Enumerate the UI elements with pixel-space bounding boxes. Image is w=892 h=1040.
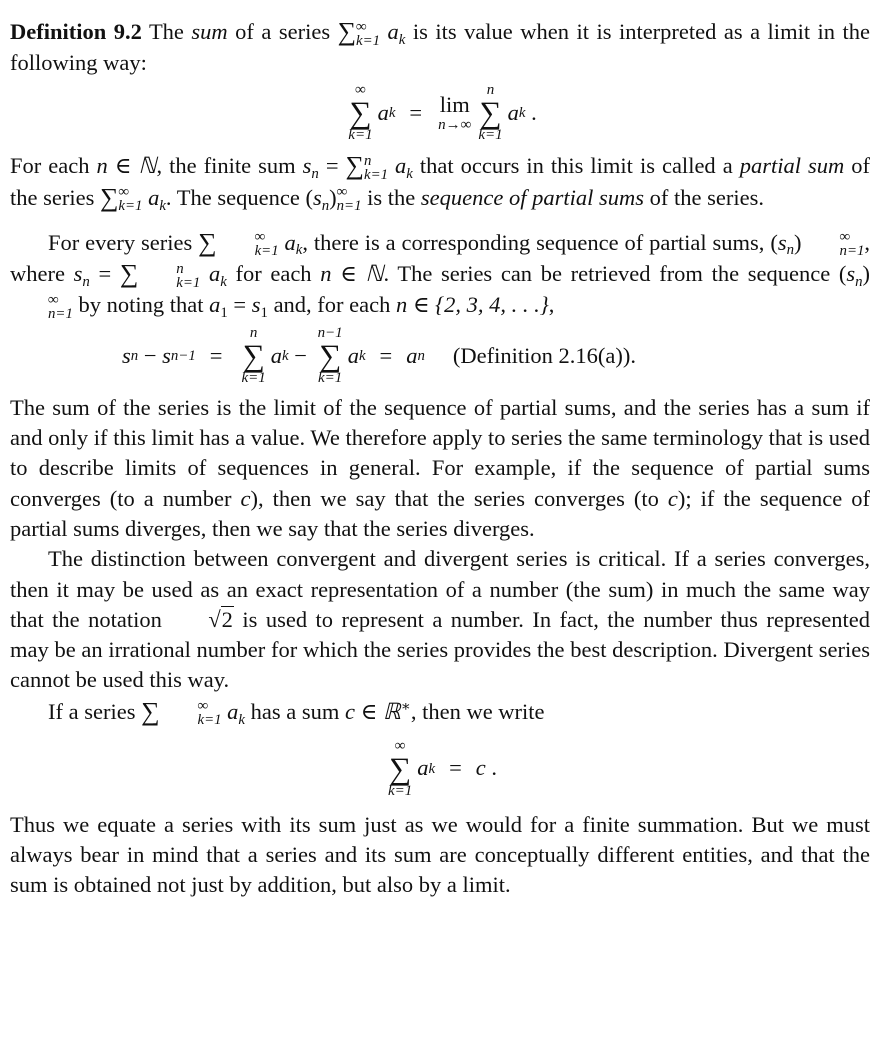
text: of a series	[235, 19, 331, 44]
term-sum: sum	[191, 19, 228, 44]
term-partial-sum: partial sum	[739, 153, 845, 179]
notation-paragraph: If a series ∑ ∞ k=1 $a_k$ has a sum c ∈ ℝ∗, then we write	[48, 696, 545, 729]
definition-paragraph	[10, 16, 870, 78]
text: is its value when it is interpreted as a limit in the following way:	[10, 19, 871, 75]
document-page	[10, 16, 870, 900]
distinction-paragraph: The distinction between convergent and divergent series is critical. If a series converges, then it may be used as an exact representation of a number (the sum) in much the same way that the notation √2 is used to represent a number. In fact, the number thus represented may be an irrational number for which the series provides the best description. Divergent series cannot be used this way.	[10, 546, 871, 693]
terminology-paragraph: The sum of the series is the limit of the sequence of partial sums, and the series has a sum if and only if this limit has a value. We therefore apply to series the same terminology that is used to describe limits of sequences in general. For example, if the sequence of partial sums converges (to a number c), then we say that the series converges (to c); if the sequence of partial sums diverges, then we say that the series diverges.	[10, 394, 871, 541]
partial-sum-paragraph: For each n ∈ ℕ, the finite sum $s_n$ = ∑ n k=1 $a_k$ that occurs in this limit is called a partial sum of the series ∑ ∞ k=1 $a_k$. The sequence $(s_n)$ ∞ n=1 is the sequence of partial sums of the series.	[10, 151, 870, 215]
definition-reference: (Definition 2.16(a)).	[452, 342, 636, 368]
conclusion-paragraph: Thus we equate a series with its sum just as we would for a finite summation. But we must always bear in mind that a series and its sum are conceptually different entities, and that the sum is obtained not just by addition, but also by a limit.	[10, 811, 870, 898]
equation-difference: s n − s n−1 = n ∑ k=1 a k − n−1 ∑ k=1 a k = a n (Definition 2.16(a)).	[122, 324, 636, 386]
sqrt-two: √2	[208, 606, 233, 632]
term-sequence-of-partial-sums: sequence of partial sums	[420, 184, 644, 210]
inline-series: ∑ ∞ k=1 $a_k$	[337, 17, 406, 49]
correspondence-paragraph: For every series ∑ ∞ k=1 $a_k$, there is a corresponding sequence of partial sums, $(s_n)$ ∞ n=1 , where $s_n$ = ∑ n k=1 $a_k$ for each n ∈ ℕ. The series can be retrieved from the sequence $(s_n)$ ∞ n=1 by noting that $a_1 = s_1$ and, for each n ∈ {2, 3, 4, . . .},	[10, 227, 871, 322]
text: The	[148, 19, 184, 44]
equation-sum-definition: ∞ ∑ k=1 a k = lim n→∞ n ∑ k=1 a k .	[348, 82, 537, 144]
definition-label: Definition 9.2	[10, 19, 142, 44]
equation-sum-equals-c: ∞ ∑ k=1 a k = c .	[387, 737, 498, 799]
